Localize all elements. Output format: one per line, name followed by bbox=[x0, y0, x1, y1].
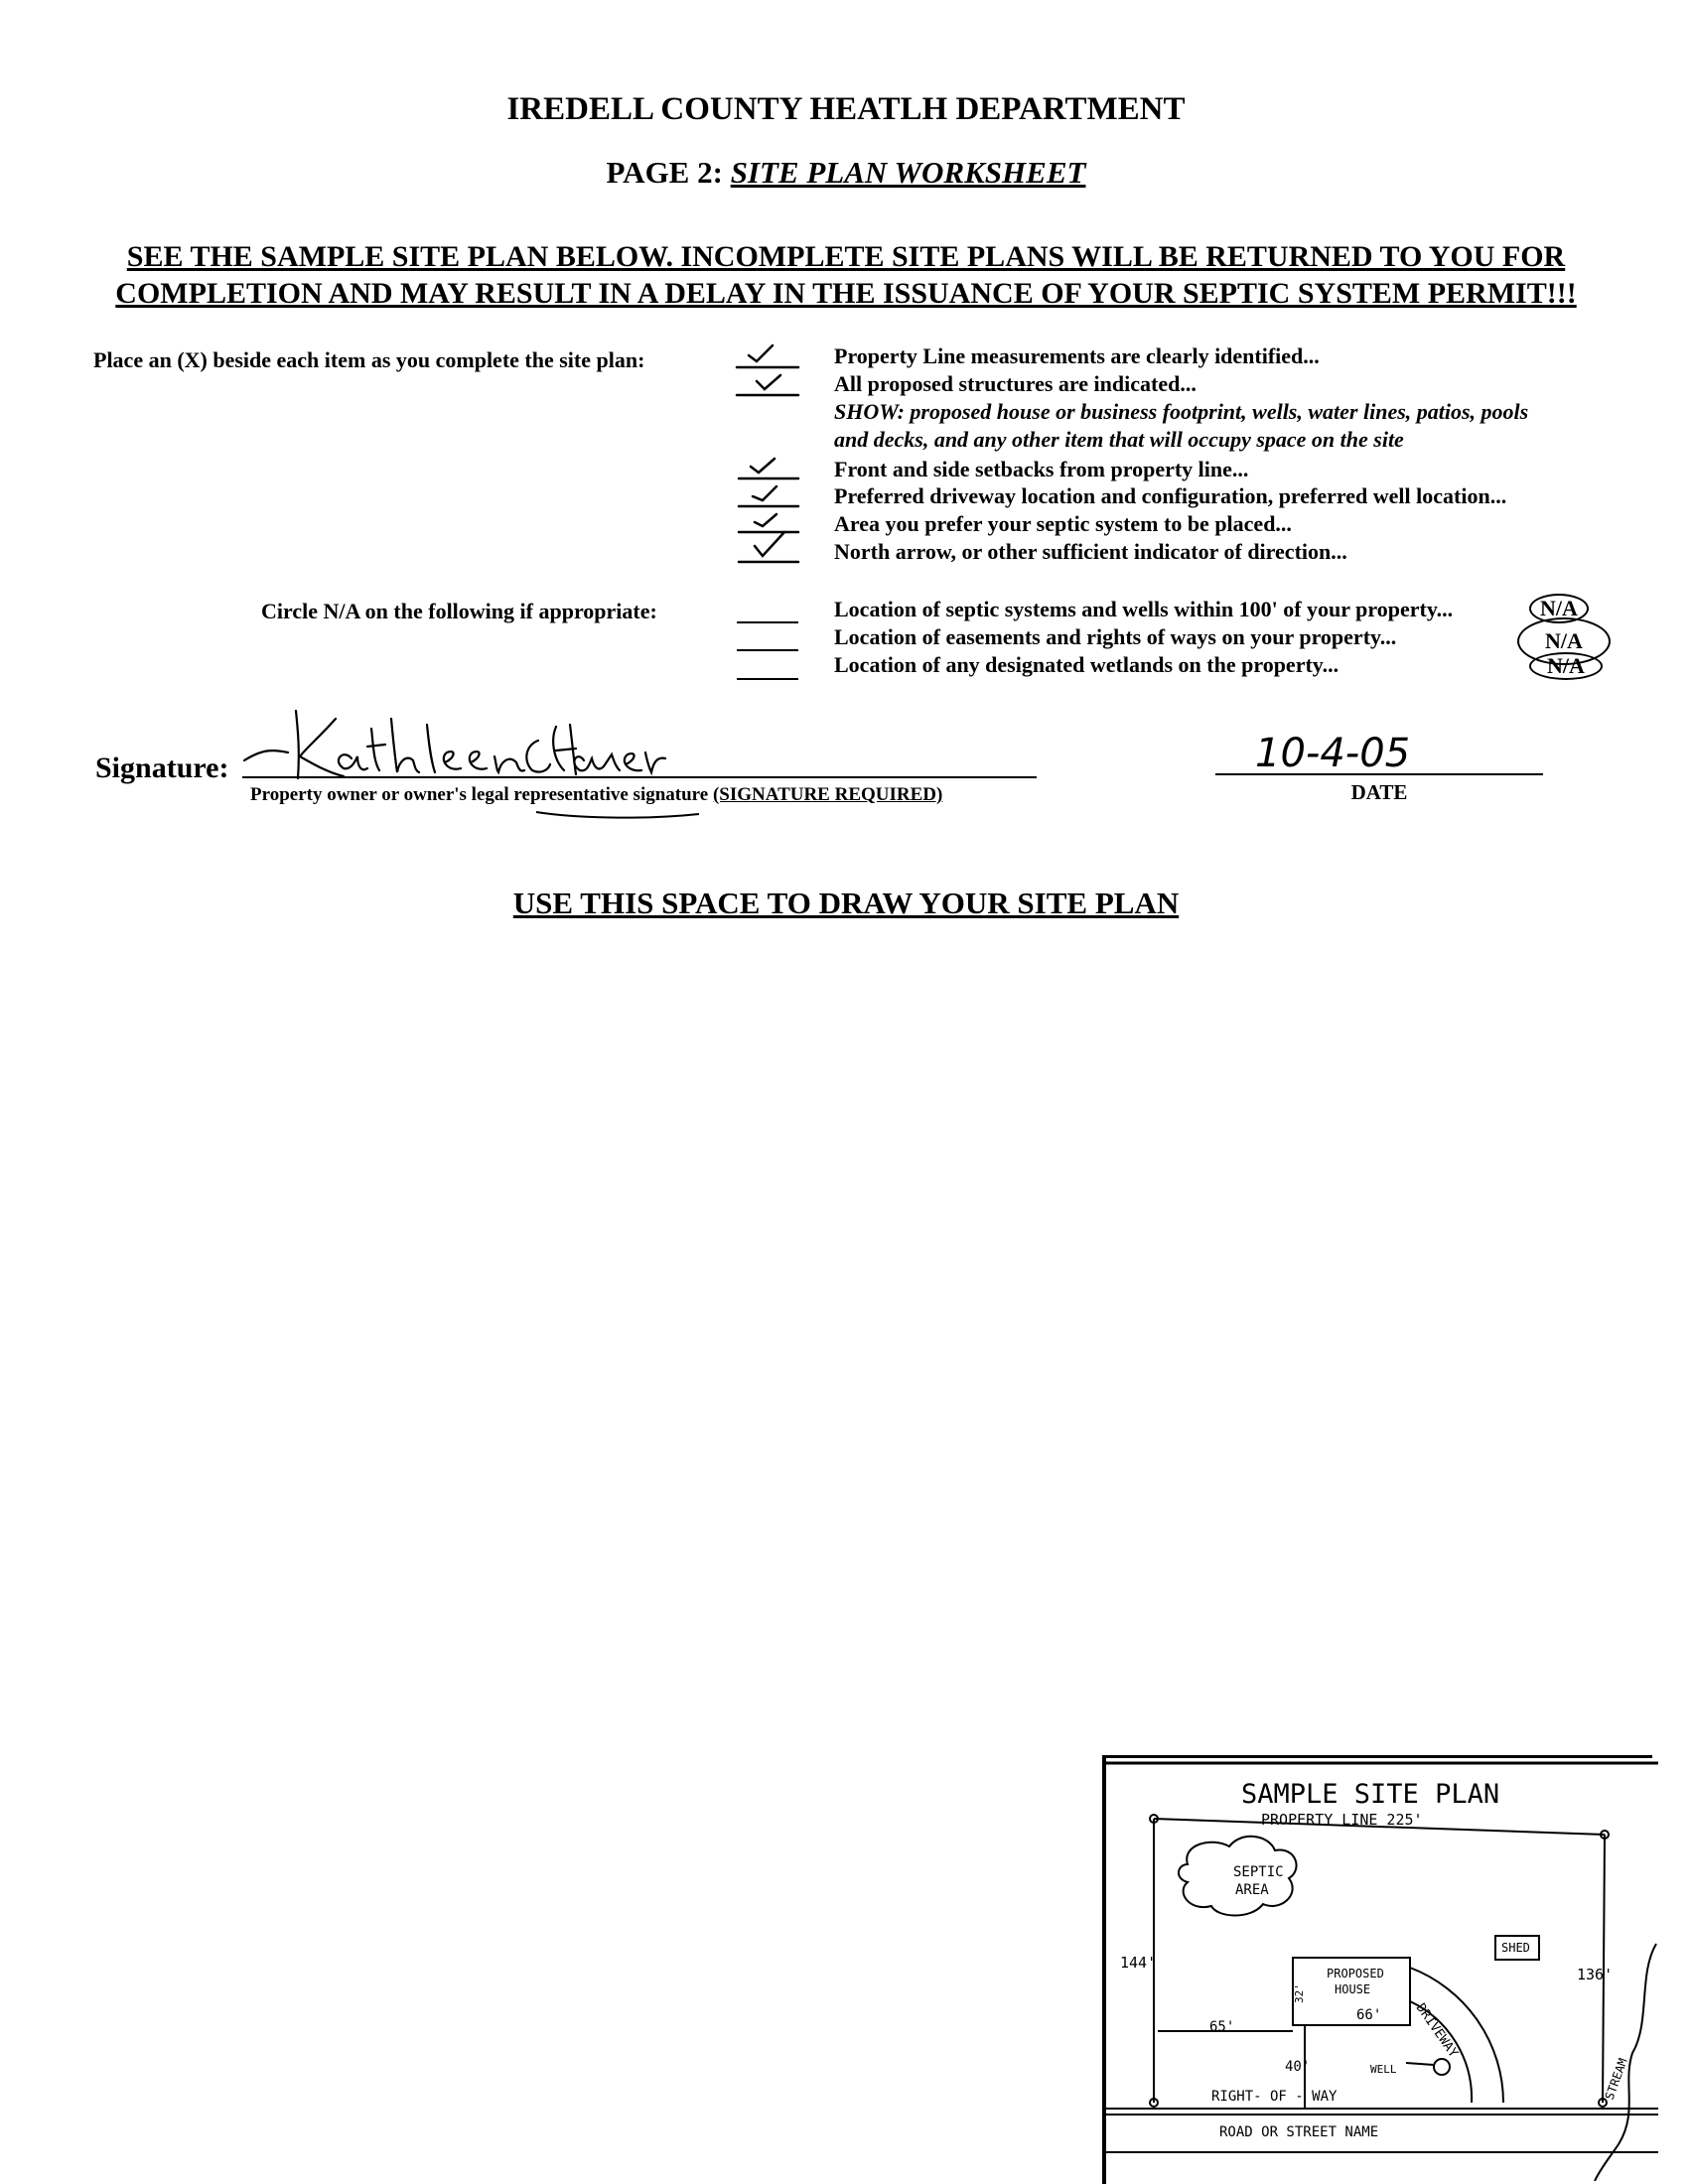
worksheet-title: SITE PLAN WORKSHEET bbox=[730, 155, 1086, 190]
date-value: 10-4-05 bbox=[1255, 731, 1411, 776]
well-label: WELL bbox=[1370, 2063, 1397, 2076]
checklist-item-show: SHOW: proposed house or business footprint, wells, water lines, patios, pools bbox=[834, 399, 1529, 424]
left-dimension: 144' bbox=[1120, 1954, 1157, 1972]
property-line-right bbox=[1603, 1835, 1605, 2103]
date-line bbox=[1215, 773, 1543, 775]
well-pointer bbox=[1406, 2063, 1434, 2065]
sample-site-plan bbox=[1102, 1755, 1658, 2181]
na-instruction: Circle N/A on the following if appropriate: bbox=[261, 599, 657, 623]
na-blank bbox=[737, 621, 798, 623]
driveway-outer bbox=[1410, 1968, 1503, 2103]
septic-label-2: AREA bbox=[1235, 1882, 1269, 1898]
checklist-item: Preferred driveway location and configuration, preferred well location... bbox=[834, 483, 1507, 508]
draw-space-heading: USE THIS SPACE TO DRAW YOUR SITE PLAN bbox=[512, 886, 1180, 920]
checklist-item-show-cont: and decks, and any other item that will occupy space on the site bbox=[834, 427, 1404, 452]
checkmark-icon bbox=[753, 486, 776, 500]
checkmark-icon bbox=[751, 459, 775, 473]
na-item: Location of any designated wetlands on the property... bbox=[834, 652, 1340, 677]
warning-line-1: SEE THE SAMPLE SITE PLAN BELOW. INCOMPLETE SITE PLANS WILL BE RETURNED TO YOU FOR bbox=[126, 240, 1566, 273]
right-dimension: 136' bbox=[1577, 1966, 1614, 1983]
house-label-2: HOUSE bbox=[1335, 1982, 1371, 1996]
na-item: Location of easements and rights of ways on your property... bbox=[834, 624, 1397, 649]
house-label-1: PROPOSED bbox=[1327, 1967, 1384, 1980]
signature-caption-text: Property owner or owner's legal representative signature bbox=[250, 784, 709, 805]
checkmark-icon bbox=[749, 345, 773, 361]
right-of-way-label: RIGHT- OF - WAY bbox=[1211, 2089, 1338, 2105]
na-circle: N/A bbox=[1529, 594, 1589, 623]
checkmark-icon bbox=[755, 514, 776, 526]
checkmark-icon bbox=[757, 375, 780, 389]
checklist-instruction: Place an (X) beside each item as you complete the site plan: bbox=[93, 347, 645, 372]
page-title bbox=[0, 155, 1692, 191]
checklist-item: Front and side setbacks from property line... bbox=[834, 457, 1249, 481]
signature-caption bbox=[250, 784, 942, 806]
house-width: 66' bbox=[1356, 2007, 1382, 2023]
shed-label: SHED bbox=[1501, 1941, 1530, 1955]
well-icon bbox=[1434, 2059, 1450, 2075]
front-setback: 40' bbox=[1285, 2059, 1311, 2075]
date-label: DATE bbox=[1350, 780, 1408, 804]
road-label: ROAD OR STREET NAME bbox=[1219, 2124, 1379, 2140]
side-setback: 65' bbox=[1209, 2019, 1235, 2035]
checklist-item: North arrow, or other sufficient indicator of direction... bbox=[834, 539, 1347, 564]
department-title: IREDELL COUNTY HEATLH DEPARTMENT bbox=[506, 91, 1186, 127]
na-blank bbox=[737, 649, 798, 651]
checklist-item: All proposed structures are indicated... bbox=[834, 371, 1197, 396]
na-blank bbox=[737, 678, 798, 680]
handwritten-signature bbox=[240, 701, 667, 790]
checklist-item: Property Line measurements are clearly identified... bbox=[834, 343, 1320, 368]
sample-title: SAMPLE SITE PLAN bbox=[1241, 1779, 1500, 1810]
na-circle: N/A bbox=[1517, 617, 1611, 665]
page-prefix: PAGE 2: bbox=[606, 155, 723, 190]
na-item: Location of septic systems and wells within 100' of your property... bbox=[834, 597, 1454, 621]
property-line-label: PROPERTY LINE 225' bbox=[1261, 1811, 1423, 1829]
signature-label: Signature: bbox=[95, 751, 229, 784]
warning-line-2: COMPLETION AND MAY RESULT IN A DELAY IN THE ISSUANCE OF YOUR SEPTIC SYSTEM PERMIT!!! bbox=[115, 277, 1577, 310]
na-circle: N/A bbox=[1529, 652, 1603, 680]
stream-label: STREAM bbox=[1602, 2056, 1630, 2103]
signature-required: (SIGNATURE REQUIRED) bbox=[712, 784, 943, 805]
checkmarks bbox=[731, 338, 810, 570]
driveway-label: DRIVEWAY bbox=[1412, 2000, 1461, 2061]
checkmark-icon bbox=[755, 532, 784, 556]
signature-underline-mark bbox=[534, 808, 703, 822]
checklist-item: Area you prefer your septic system to be placed... bbox=[834, 511, 1292, 536]
house-depth: 32' bbox=[1293, 1983, 1306, 2003]
septic-label-1: SEPTIC bbox=[1233, 1864, 1284, 1880]
